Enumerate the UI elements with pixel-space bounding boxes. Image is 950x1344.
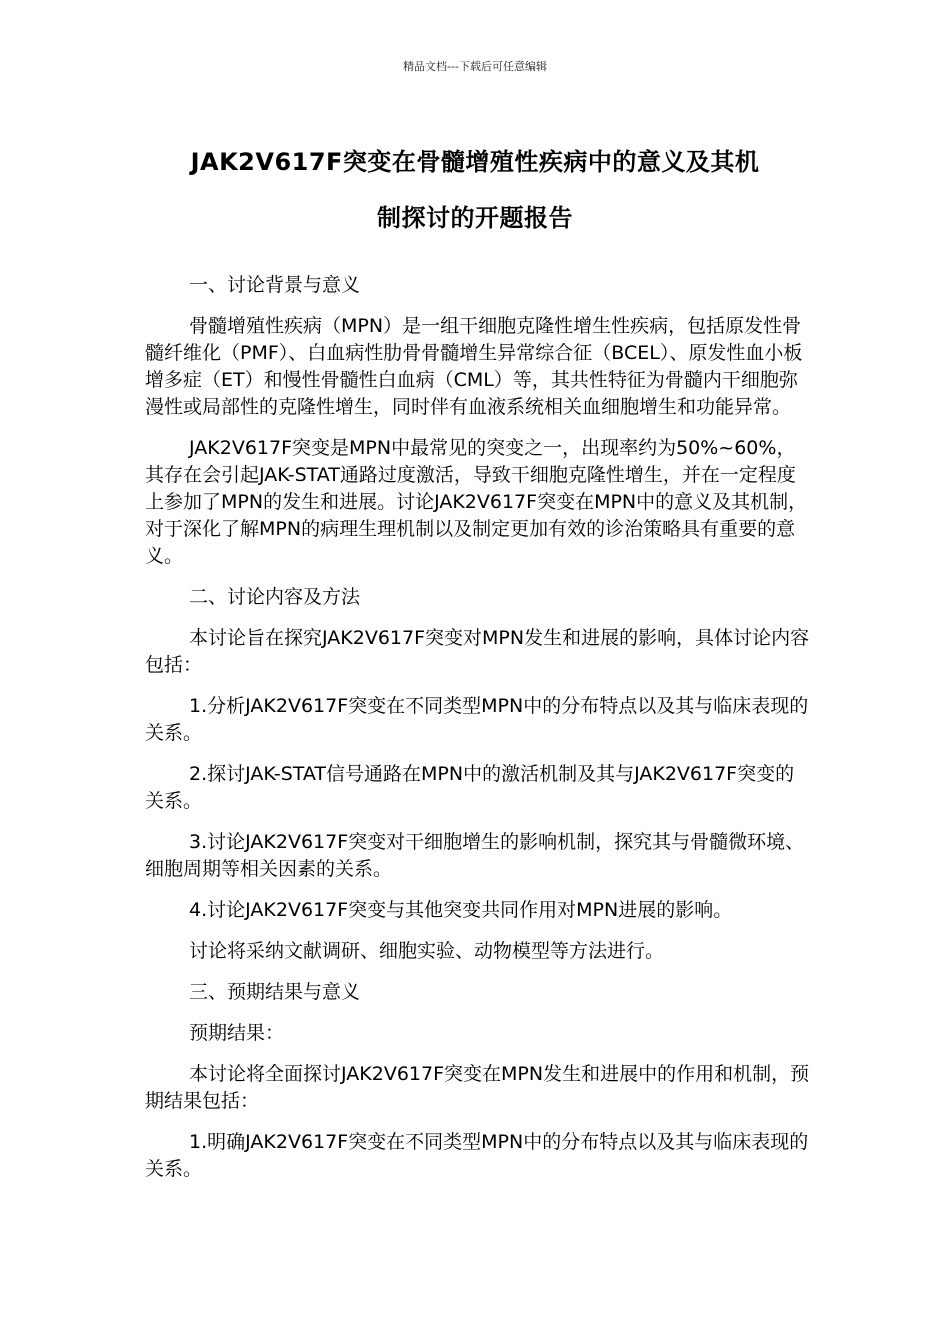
list-item: 4.讨论JAK2V617F突变与其他突变共同作用对MPN进展的影响。 (189, 899, 733, 921)
paragraph: 预期结果： (189, 1022, 285, 1044)
section-heading-background: 一、讨论背景与意义 (189, 274, 361, 296)
document-title-line-1: JAK2V617F突变在骨髓增殖性疾病中的意义及其机 (190, 148, 760, 176)
section-heading-expected-results: 三、预期结果与意义 (189, 981, 361, 1003)
page-header: 精品文档---下载后可任意编辑 (403, 60, 547, 73)
list-item: 1.明确JAK2V617F突变在不同类型MPN中的分布特点以及其与临床表现的关系。 (145, 1131, 809, 1180)
paragraph: 本讨论将全面探讨JAK2V617F突变在MPN发生和进展中的作用和机制，预期结果包括： (145, 1063, 810, 1112)
document-body (145, 272, 810, 1197)
list-item: 3.讨论JAK2V617F突变对干细胞增生的影响机制，探究其与骨髓微环境、细胞周期等相关因素的关系。 (145, 831, 805, 880)
paragraph: 本讨论旨在探究JAK2V617F突变对MPN发生和进展的影响，具体讨论内容包括： (145, 627, 810, 676)
section-heading-content-methods: 二、讨论内容及方法 (189, 586, 361, 608)
paragraph: 骨髓增殖性疾病（MPN）是一组干细胞克隆性增生性疾病，包括原发性骨髓纤维化（PMF）、白血病性肋骨骨髓增生异常综合征（BCEL）、原发性血小板增多症（ET）和慢性骨髓性白血病（CML）等，其共性特征为骨髓内干细胞弥漫性或局部性的克隆性增生，同时伴有血液系统相关血细胞增生和功能异常。 (145, 315, 803, 418)
list-item: 2.探讨JAK-STAT信号通路在MPN中的激活机制及其与JAK2V617F突变的关系。 (145, 763, 795, 812)
document-title-line-2: 制探讨的开题报告 (377, 204, 573, 232)
paragraph: JAK2V617F突变是MPN中最常见的突变之一，出现率约为50%~60%，其存在会引起JAK-STAT通路过度激活，导致干细胞克隆性增生，并在一定程度上参加了MPN的发生和进展。讨论JAK2V617F突变在MPN中的意义及其机制，对于深化了解MPN的病理生理机制以及制定更加有效的诊治策略具有重要的意义。 (145, 437, 808, 567)
list-item: 1.分析JAK2V617F突变在不同类型MPN中的分布特点以及其与临床表现的关系。 (145, 695, 809, 744)
paragraph: 讨论将采纳文献调研、细胞实验、动物模型等方法进行。 (189, 940, 665, 962)
